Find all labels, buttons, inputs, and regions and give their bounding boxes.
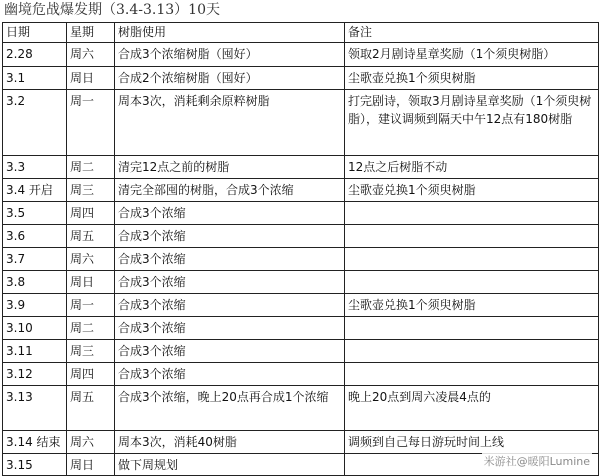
watermark: 米游社@暖阳Lumine: [483, 455, 590, 468]
cell-note: [345, 340, 599, 363]
table-row: [3, 43, 599, 67]
cell-weekday: 周一: [67, 90, 115, 156]
cell-usage: 合成2个浓缩树脂（囤好）: [115, 67, 345, 90]
cell-date: 3.1: [3, 67, 67, 90]
cell-weekday: 周日: [67, 271, 115, 294]
table-row: [3, 294, 599, 317]
cell-weekday: 周六: [67, 43, 115, 67]
cell-date: 3.13: [3, 386, 67, 431]
header-resin-usage: 树脂使用: [115, 23, 345, 43]
cell-weekday: 周五: [67, 386, 115, 431]
cell-weekday: 周二: [67, 156, 115, 179]
cell-date: 3.7: [3, 248, 67, 271]
cell-weekday: 周四: [67, 363, 115, 386]
table-row: [3, 363, 599, 386]
cell-date: 3.6: [3, 225, 67, 248]
table-row: [3, 386, 599, 431]
cell-usage: 合成3个浓缩: [115, 363, 345, 386]
cell-note: [345, 248, 599, 271]
header-weekday: 星期: [67, 23, 115, 43]
table-row: [3, 340, 599, 363]
cell-weekday: 周四: [67, 202, 115, 225]
cell-note: 打完剧诗，领取3月剧诗星章奖励（1个须臾树脂），建议调频到隔天中午12点有180树脂: [345, 90, 599, 156]
cell-usage: 合成3个浓缩: [115, 317, 345, 340]
cell-date: 3.9: [3, 294, 67, 317]
cell-date: 2.28: [3, 43, 67, 67]
table-header-row: [3, 23, 599, 43]
cell-weekday: 周六: [67, 248, 115, 271]
cell-note: 尘歌壶兑换1个须臾树脂: [345, 179, 599, 202]
cell-usage: 合成3个浓缩: [115, 340, 345, 363]
table-row: [3, 67, 599, 90]
cell-weekday: 周六: [67, 431, 115, 454]
cell-weekday: 周一: [67, 294, 115, 317]
table-row: [3, 248, 599, 271]
cell-usage: 合成3个浓缩，晚上20点再合成1个浓缩: [115, 386, 345, 431]
cell-usage: 清完全部囤的树脂，合成3个浓缩: [115, 179, 345, 202]
cell-weekday: 周三: [67, 179, 115, 202]
cell-note: 晚上20点到周六凌晨4点的: [345, 386, 599, 431]
cell-usage: 合成3个浓缩: [115, 294, 345, 317]
cell-usage: 合成3个浓缩树脂（囤好）: [115, 43, 345, 67]
table-row: [3, 90, 599, 156]
cell-usage: 合成3个浓缩: [115, 271, 345, 294]
cell-date: 3.15: [3, 454, 67, 476]
cell-weekday: 周三: [67, 340, 115, 363]
cell-weekday: 周二: [67, 317, 115, 340]
cell-usage: 做下周规划: [115, 454, 345, 476]
cell-weekday: 周日: [67, 67, 115, 90]
cell-date: 3.2: [3, 90, 67, 156]
cell-usage: 合成3个浓缩: [115, 202, 345, 225]
cell-note: [345, 225, 599, 248]
cell-date: 3.3: [3, 156, 67, 179]
cell-date: 3.14 结束: [3, 431, 67, 454]
cell-usage: 周本3次，消耗剩余原粹树脂: [115, 90, 345, 156]
table-row: [3, 156, 599, 179]
table-row: [3, 202, 599, 225]
table-row: [3, 317, 599, 340]
cell-usage: 清完12点之前的树脂: [115, 156, 345, 179]
table-row: [3, 431, 599, 454]
table-row: [3, 271, 599, 294]
table-row: [3, 225, 599, 248]
header-date: 日期: [3, 23, 67, 43]
cell-date: 3.12: [3, 363, 67, 386]
cell-note: 领取2月剧诗星章奖励（1个须臾树脂）: [345, 43, 599, 67]
cell-note: [345, 363, 599, 386]
document-title: 幽境危战爆发期（3.4-3.13）10天: [4, 2, 220, 18]
table-row: [3, 179, 599, 202]
cell-note: [345, 317, 599, 340]
cell-date: 3.8: [3, 271, 67, 294]
cell-usage: 周本3次，消耗40树脂: [115, 431, 345, 454]
cell-note: 尘歌壶兑换1个须臾树脂: [345, 67, 599, 90]
cell-date: 3.5: [3, 202, 67, 225]
cell-usage: 合成3个浓缩: [115, 225, 345, 248]
cell-note: [345, 202, 599, 225]
cell-note: 调频到自己每日游玩时间上线: [345, 431, 599, 454]
cell-weekday: 周日: [67, 454, 115, 476]
cell-usage: 合成3个浓缩: [115, 248, 345, 271]
cell-weekday: 周五: [67, 225, 115, 248]
cell-note: [345, 271, 599, 294]
cell-date: 3.11: [3, 340, 67, 363]
header-note: 备注: [345, 23, 599, 43]
cell-date: 3.10: [3, 317, 67, 340]
cell-note: 尘歌壶兑换1个须臾树脂: [345, 294, 599, 317]
schedule-table: [2, 22, 599, 476]
cell-date: 3.4 开启: [3, 179, 67, 202]
cell-note: 12点之后树脂不动: [345, 156, 599, 179]
